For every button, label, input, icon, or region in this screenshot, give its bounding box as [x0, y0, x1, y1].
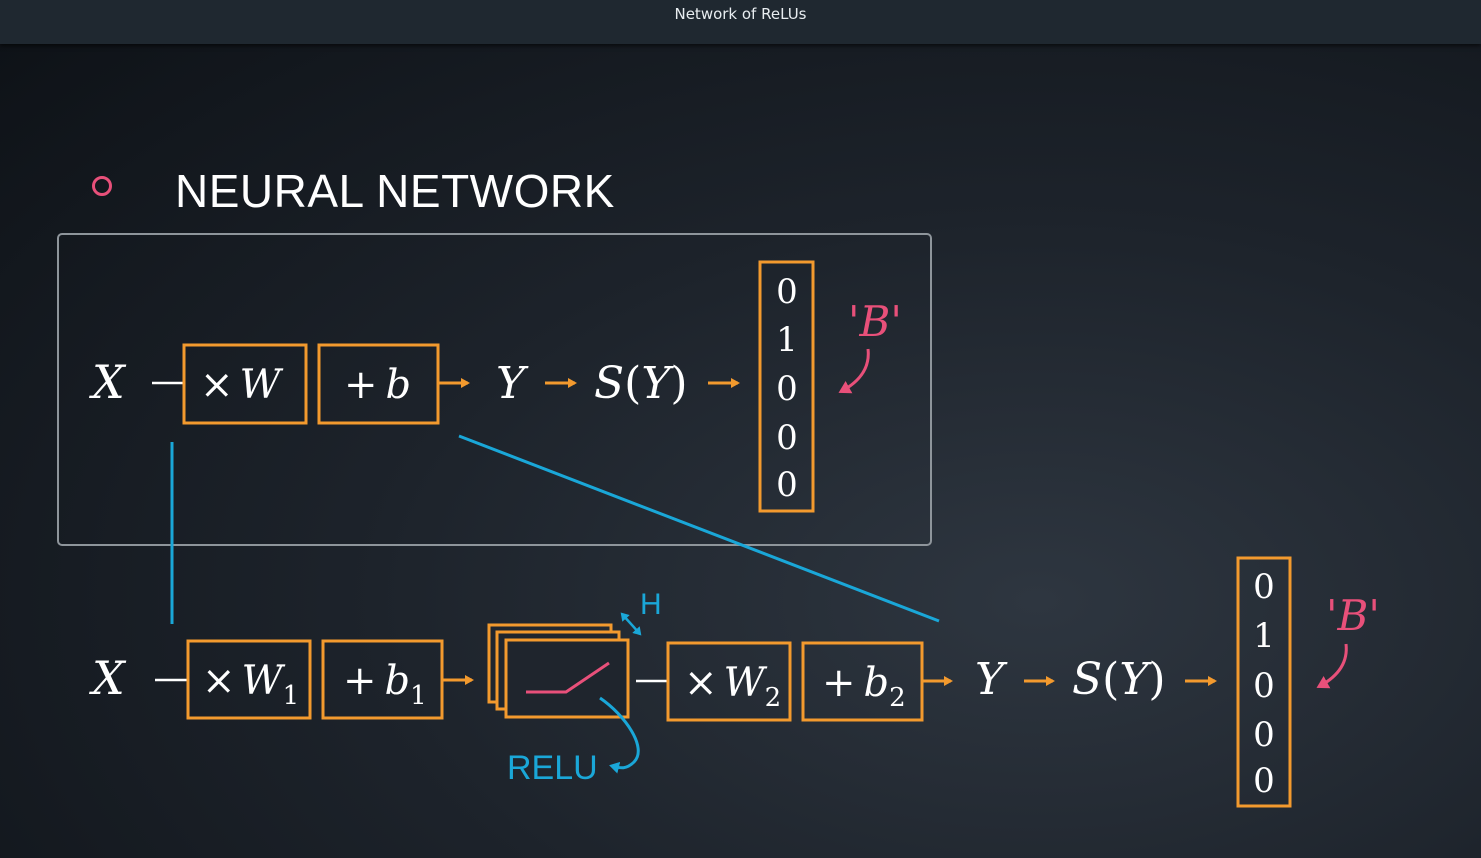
top-vector-value: 0: [776, 272, 798, 312]
window-title: Network of ReLUs: [674, 5, 807, 23]
top-input-x: X: [92, 355, 125, 409]
bottom-label-arrow: [1320, 644, 1346, 686]
top-box-add-b: [319, 345, 438, 423]
top-logit-y: Y: [496, 358, 526, 409]
bottom-vector-value: 0: [1253, 715, 1275, 755]
top-box-add-label: + b: [344, 362, 412, 408]
top-diagram: [89, 262, 902, 511]
bottom-vector-value: 0: [1253, 761, 1275, 801]
bottom-box-add-b1-label: + $b_1$: [343, 658, 427, 711]
top-vector-values: [776, 272, 798, 505]
bottom-box-add-b2-label: + $b_2$: [822, 660, 906, 713]
bottom-vector-value: 1: [1253, 616, 1275, 656]
h-label: H: [640, 588, 662, 621]
bottom-box-multiply-w2-label: × $W_2$: [684, 660, 782, 713]
relu-label: RELU: [507, 749, 598, 787]
top-vector-value: 0: [776, 418, 798, 458]
h-width-arrow: [622, 614, 640, 634]
top-box-multiply-label: × W: [200, 362, 281, 408]
top-softmax: S(Y): [594, 358, 688, 409]
top-class-label: 'B': [848, 297, 902, 346]
bottom-softmax: S(Y): [1072, 654, 1166, 705]
bottom-vector-value: 0: [1253, 567, 1275, 607]
top-vector-value: 0: [776, 465, 798, 505]
top-label-arrow: [842, 349, 868, 391]
bottom-logit-y: Y: [975, 654, 1005, 705]
bottom-diagram: [89, 558, 1380, 806]
zoom-line-right: [459, 436, 939, 621]
bottom-class-label: 'B': [1326, 591, 1380, 640]
slide-title: NEURAL NETWORK: [175, 165, 615, 217]
bottom-vector-value: 0: [1253, 666, 1275, 706]
bottom-vector-values: [1253, 567, 1275, 801]
top-vector-value: 1: [776, 320, 798, 360]
bottom-box-multiply-w1-label: × $W_1$: [202, 658, 300, 711]
top-vector-value: 0: [776, 369, 798, 409]
bottom-input-x: X: [92, 651, 125, 705]
